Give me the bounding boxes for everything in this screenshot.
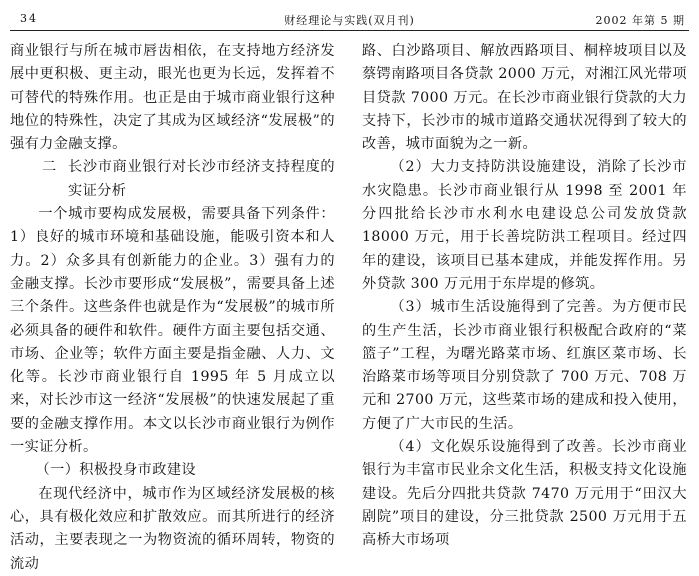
subsection-heading: （一）积极投身市政建设 [35, 462, 197, 479]
header-rule [10, 30, 689, 31]
section-title: 长沙市商业银行对长沙市经济支持程度的实证分析 [68, 159, 335, 199]
paragraph: 路、白沙路项目、解放西路项目、桐梓坡项目以及蔡锷南路项目各贷款 2000 万元，对湘江风光带项目贷款 7000 万元。在长沙市商业银行贷款的大力支持下，长沙市的城市道路交通状况得到了较大的改善，城市面貌为之一新。 [362, 43, 687, 153]
paragraph: 商业银行与所在城市唇齿相依，在支持地方经济发展中更积极、更主动，眼光也更为长远，发挥着不可替代的特殊作用。也正是由于城市商业银行这种地位的特殊性，决定了其成为区域经济“发展极”的强有力金融支撑。 [10, 43, 335, 153]
left-column [10, 40, 335, 576]
section-number: 二 [42, 159, 57, 176]
paragraph: 在现代经济中，城市作为区域经济发展极的核心，具有极化效应和扩散效应。而其所进行的经济活动，主要表现之一为物资流的循环周转，物资的流动 [10, 485, 335, 572]
right-column [362, 40, 687, 553]
paragraph: 一个城市要构成发展极，需要具备下列条件：1）良好的城市环境和基础设施，能吸引资本和人力。2）众多具有创新能力的企业。3）强有力的金融支撑。长沙市要形成“发展极”，需要具备上述三个条件。这些条件也就是作为“发展极”的城市所必须具备的硬件和软件。硬件方面主要包括交通、市场、企业等；软件方面主要是指金融、人力、文化等。长沙市商业银行自 1995 年 5 月成立以来，对长沙市这一经济“发展极”的快速发展起了重要的金融支撑作用。本文以长沙市商业银行为例作一实证分析。 [10, 206, 335, 456]
issue-label: 2002 年第 5 期 [595, 14, 685, 27]
page-number: 34 [20, 12, 38, 25]
paragraph: （4）文化娱乐设施得到了改善。长沙市商业银行为丰富市民业余文化生活，积极支持文化设施建设。先后分四批共贷款 7470 万元用于“田汉大剧院”项目的建设，分三批贷款 2500 万元用于五高桥大市场项 [362, 439, 687, 549]
paragraph: （3）城市生活设施得到了完善。为方便市民的生产生活，长沙市商业银行积极配合政府的“菜篮子”工程，为曙光路菜市场、红旗区菜市场、长治路菜市场等项目分别贷款了 700 万元、708 万元和 2700 万元，这些菜市场的建成和投入使用，方便了广大市民的生活。 [362, 299, 687, 432]
section-heading [10, 156, 335, 203]
running-header [0, 0, 699, 26]
journal-title: 财经理论与实践(双月刊) [284, 14, 415, 27]
paragraph: （2）大力支持防洪设施建设，消除了长沙市水灾隐患。长沙市商业银行从 1998 至 2001 年分四批给长沙市水利水电建设总公司发放贷款 18000 万元，用于长善垸防洪工程项目。经过四年的建设，该项目已基本建成，并能发挥作用。另外贷款 300 万元用于东岸堤的修筑。 [362, 159, 687, 292]
